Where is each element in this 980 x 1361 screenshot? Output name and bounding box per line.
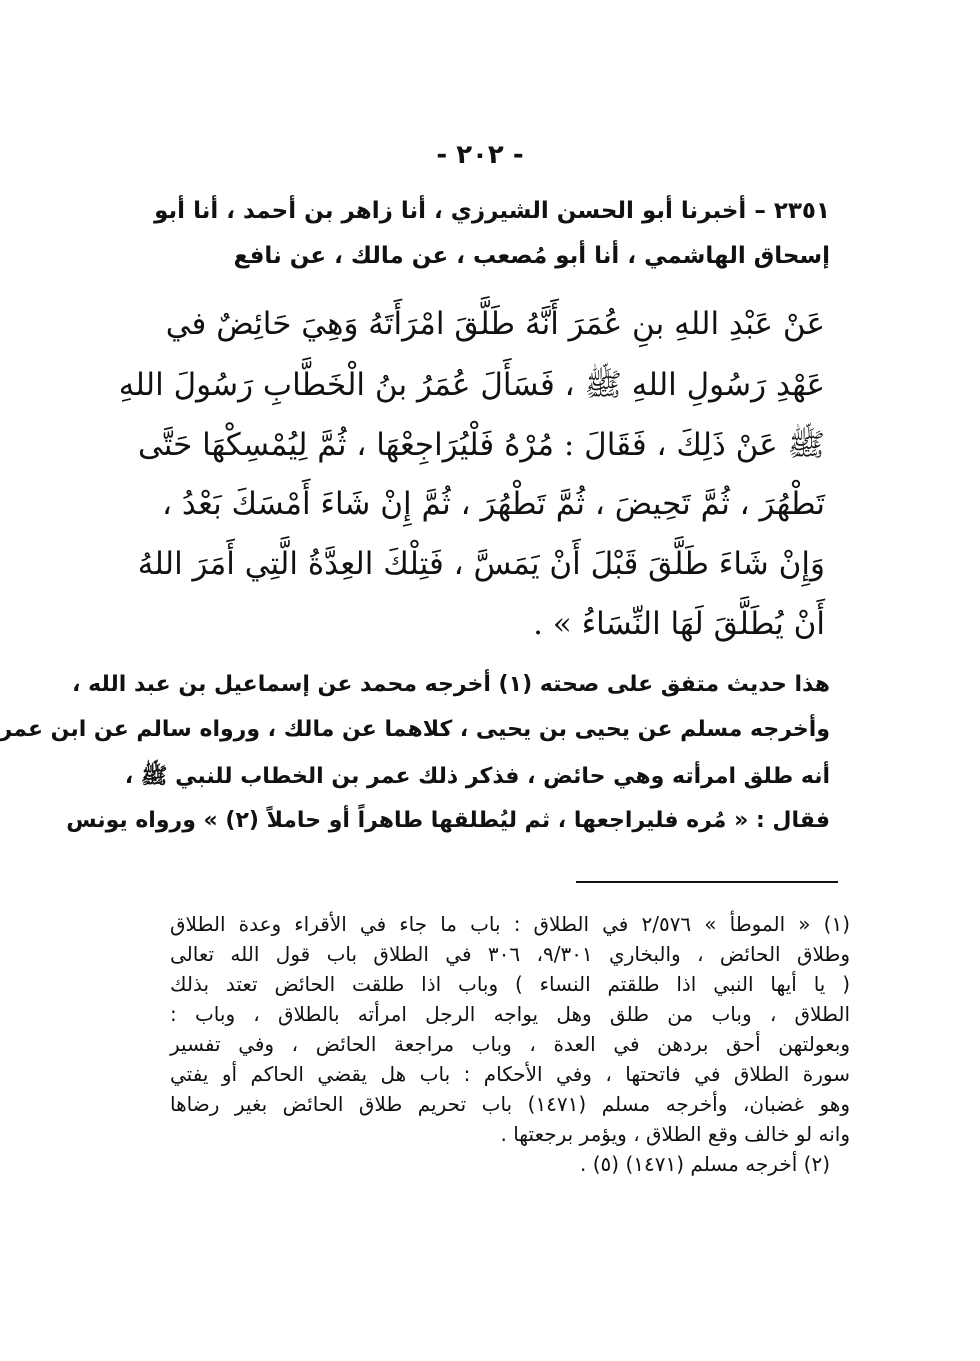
page-number: - ٢٠٢ - (436, 140, 524, 170)
isnad-text-1: – أخبرنا أبو الحسن الشيرزي ، أنا زاهر بن أحمد ، أنا أبو (154, 198, 766, 224)
commentary-line-2: وأخرجه مسلم عن يحيى بن يحيى ، كلاهما عن مالك ، ورواه سالم عن ابن عمر (0, 717, 830, 742)
commentary-line-1: هذا حديث متفق على صحته (١) أخرجه محمد عن إسماعيل بن عبد الله ، (72, 672, 830, 697)
footnote-line-4: الطلاق ، وباب من طلق وهل يواجه الرجل امرأته بالطلاق ، وباب : (170, 1002, 850, 1026)
commentary-line-3: أنه طلق امرأته وهي حائض ، فذكر ذلك عمر بن الخطاب للنبي ﷺ ، (124, 764, 830, 789)
footnote-line-6: سورة الطلاق في فاتحتها ، وفي الأحكام : باب هل يقضي الحاكم أو يفتي (170, 1062, 850, 1086)
footnote-line-7: وهو غضبان، وأخرجه مسلم (١٤٧١) باب تحريم طلاق الحائض بغير رضاها (170, 1092, 851, 1116)
matn-line-5: وَإِنْ شَاءَ طَلَّقَ قَبْلَ أَنْ يَمَسَّ ، فَتِلْكَ العِدَّةُ الَّتِي أَمَرَ اللهُ (137, 546, 825, 582)
footnote-line-8: وانه لو خالف وقع الطلاق ، ويؤمر برجعتها . (500, 1122, 850, 1146)
isnad-line-1 (154, 198, 830, 224)
footnote-line-3: ( يا أيها النبي اذا طلقتم النساء ) وباب اذا طلقت الحائض تعتد بذلك (170, 972, 850, 996)
isnad-line-2: إسحاق الهاشمي ، أنا أبو مُصعب ، عن مالك ، عن نافع (233, 243, 830, 269)
matn-line-6: أَنْ يُطَلَّقَ لَهَا النِّسَاءُ » . (533, 606, 825, 642)
matn-line-3: ﷺ عَنْ ذَلِكَ ، فَقَالَ : مُرْهُ فَلْيُرَاجِعْهَا ، ثُمَّ لِيُمْسِكْهَا حَتَّى (137, 427, 825, 463)
matn-line-2: عَهْدِ رَسُولِ اللهِ ﷺ ، فَسَأَلَ عُمَرُ بنُ الْخَطَّابِ رَسُولَ اللهِ (118, 367, 825, 403)
matn-line-1: عَنْ عَبْدِ اللهِ بنِ عُمَرَ أَنَّهُ طَلَّقَ امْرَأَتَهُ وَهِيَ حَائِضٌ في (165, 306, 825, 342)
footnote-line-5: وبعولتهن أحق بردهن في العدة ، وباب مراجعة الحائض ، وفي تفسير (170, 1032, 850, 1056)
commentary-line-4: فقال : « مُره فليراجعها ، ثم ليُطلقها طاهراً أو حاملاً (٢) » ورواه يونس (66, 808, 830, 833)
hadith-number: ٢٣٥١ (773, 198, 830, 224)
footnote-line-2: وطلاق الحائض ، والبخاري ٩/٣٠١، ٣٠٦ في الطلاق باب قول الله تعالى (170, 942, 851, 966)
footnote-line-1: (١) « الموطأ » ٢/٥٧٦ في الطلاق : باب ما جاء في الأقراء وعدة الطلاق (170, 912, 850, 936)
footnote-line-9: (٢) أخرجه مسلم (١٤٧١) (٥) . (580, 1152, 830, 1176)
footnote-divider (576, 881, 838, 883)
matn-line-4: تَطْهُرَ ، ثُمَّ تَحِيضَ ، ثُمَّ تَطْهُرَ ، ثُمَّ إِنْ شَاءَ أَمْسَكَ بَعْدُ ، (161, 486, 825, 522)
